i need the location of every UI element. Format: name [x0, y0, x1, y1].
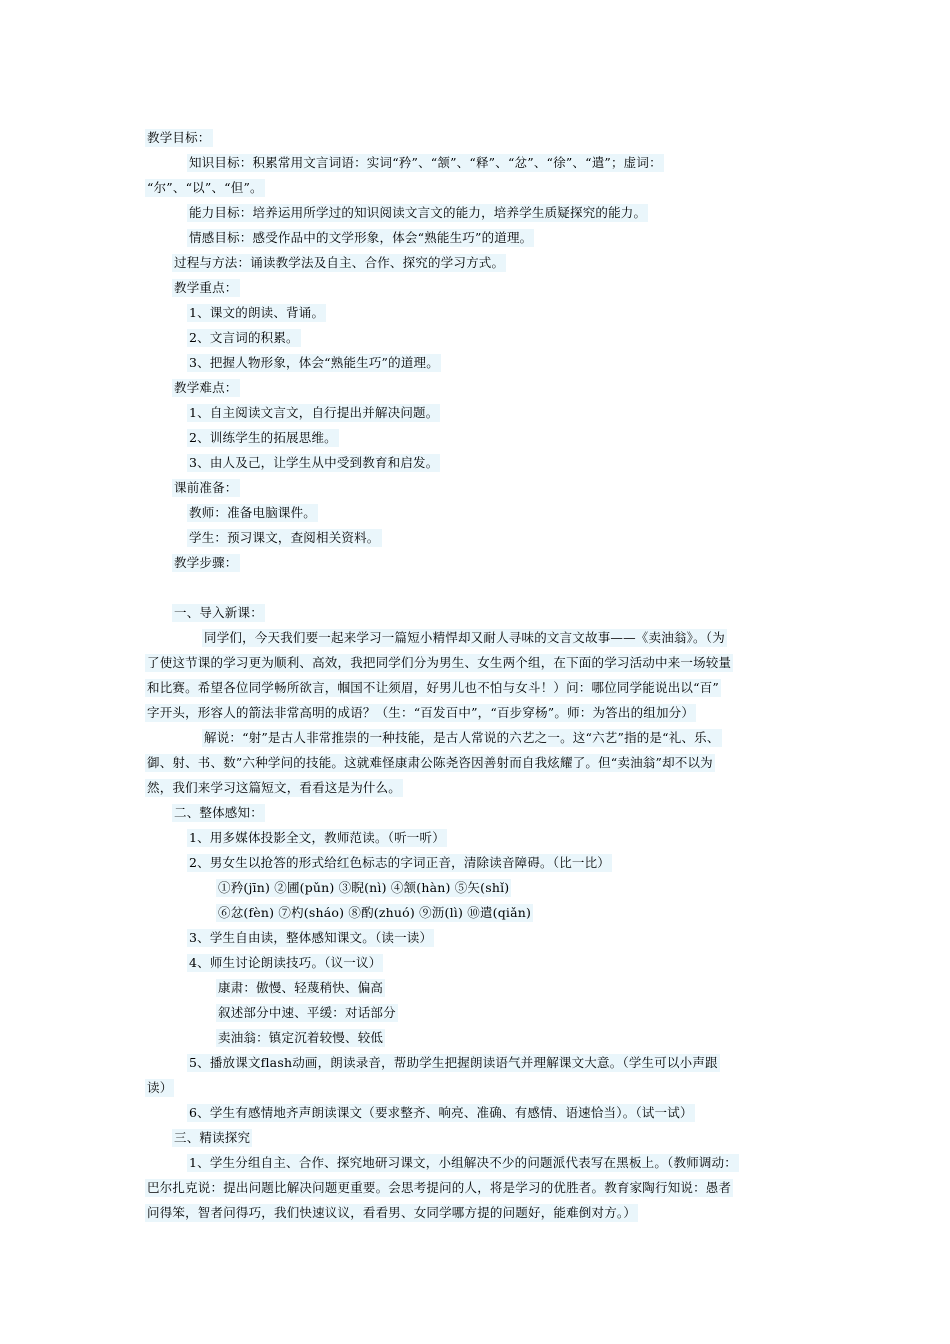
line-text: 卖油翁：镇定沉着较慢、较低: [218, 1030, 384, 1045]
paragraph-line: [145, 1075, 174, 1100]
line-text: 知识目标：积累常用文言词语：实词“矜”、“颔”、“释”、“忿”、“徐”、“遣”；虚词：: [189, 155, 662, 170]
line-text: 教学步骤：: [174, 555, 238, 570]
paragraph-line: [187, 225, 534, 250]
line-text: 了使这节课的学习更为顺利、高效，我把同学们分为男生、女生两个组，在下面的学习活动中来一场较量: [147, 655, 732, 670]
paragraph-line: [145, 1200, 638, 1225]
section-heading: [172, 375, 240, 400]
line-text: ⑥忿(fèn) ⑦杓(sháo) ⑧酌(zhuó) ⑨沥(lì) ⑩遣(qiǎn): [218, 905, 532, 920]
line-text: 3、学生自由读，整体感知课文。（读一读）: [189, 930, 433, 945]
line-text: 3、由人及己，让学生从中受到教育和启发。: [189, 455, 439, 470]
paragraph-line: [145, 700, 696, 725]
line-text: 情感目标：感受作品中的文学形象，体会“熟能生巧”的道理。: [189, 230, 533, 245]
list-subitem: [216, 1025, 385, 1050]
section-heading: [172, 600, 265, 625]
line-text: 教学难点：: [174, 380, 238, 395]
section-heading: [145, 125, 213, 150]
line-text: 解说：“射”是古人非常推崇的一种技能，是古人常说的六艺之一。这“六艺”指的是“礼、乐、: [204, 730, 720, 745]
list-item: [187, 1100, 695, 1125]
list-item: [187, 925, 434, 950]
line-text: 御、射、书、数”六种学问的技能。这就难怪康肃公陈尧咨因善射而自我炫耀了。但“卖油翁”却不以为: [147, 755, 713, 770]
line-text: 教师：准备电脑课件。: [189, 505, 317, 520]
line-text: ①矜(jīn) ②圃(pǔn) ③睨(nì) ④颔(hàn) ⑤矢(shǐ): [218, 880, 510, 895]
paragraph-line: [172, 250, 506, 275]
line-text: 1、自主阅读文言文，自行提出并解决问题。: [189, 405, 439, 420]
list-item: [187, 325, 301, 350]
paragraph-line: [145, 1175, 733, 1200]
line-text: 教学重点：: [174, 280, 238, 295]
paragraph-line: [145, 650, 733, 675]
list-item: [187, 425, 339, 450]
paragraph-line: [145, 775, 403, 800]
paragraph-line: [187, 150, 664, 175]
line-text: 2、训练学生的拓展思维。: [189, 430, 337, 445]
list-item: [187, 825, 447, 850]
list-item: [187, 850, 612, 875]
line-text: 1、课文的朗读、背诵。: [189, 305, 325, 320]
list-item: [187, 525, 382, 550]
section-heading: [172, 1125, 252, 1150]
line-text: 巴尔扎克说：提出问题比解决问题更重要。会思考提问的人，将是学习的优胜者。教育家陶行知说：愚者: [147, 1180, 732, 1195]
list-item: [187, 350, 441, 375]
pinyin-line: [216, 875, 511, 900]
line-text: 教学目标：: [147, 130, 211, 145]
line-text: 然，我们来学习这篇短文，看看这是为什么。: [147, 780, 402, 795]
list-item: [187, 500, 318, 525]
line-text: “尔”、“以”、“但”。: [147, 180, 263, 195]
pinyin-line: [216, 900, 533, 925]
line-text: 6、学生有感情地齐声朗读课文（要求整齐、响亮、准确、有感情、语速恰当）。（试一试）: [189, 1105, 693, 1120]
line-text: 1、学生分组自主、合作、探究地研习课文，小组解决不少的问题派代表写在黑板上。（教师调动：: [189, 1155, 738, 1170]
list-item: [187, 400, 440, 425]
line-text: 和比赛。希望各位同学畅所欲言，帼国不让须眉，好男儿也不怕与女斗！）问：哪位同学能说出以“百”: [147, 680, 719, 695]
paragraph-line: [202, 625, 727, 650]
line-text: 学生：预习课文，查阅相关资料。: [189, 530, 380, 545]
line-text: 1、用多媒体投影全文，教师范读。（听一听）: [189, 830, 445, 845]
line-text: 2、男女生以抢答的形式给红色标志的字词正音，清除读音障碍。（比一比）: [189, 855, 611, 870]
line-text: 5、播放课文flash动画，朗读录音，帮助学生把握朗读语气并理解课文大意。（学生可以小声跟: [189, 1055, 718, 1070]
paragraph-line: [145, 675, 721, 700]
paragraph-line: [187, 200, 648, 225]
section-heading: [172, 275, 240, 300]
line-text: 2、文言词的积累。: [189, 330, 299, 345]
line-text: 能力目标：培养运用所学过的知识阅读文言文的能力，培养学生质疑探究的能力。: [189, 205, 647, 220]
list-subitem: [216, 975, 385, 1000]
list-subitem: [216, 1000, 398, 1025]
line-text: 三、精读探究: [174, 1130, 251, 1145]
line-text: 康肃：傲慢、轻蔑稍快、偏高: [218, 980, 384, 995]
list-item: [187, 1050, 720, 1075]
line-text: 字开头，形容人的箭法非常高明的成语？（生：“百发百中”，“百步穿杨”。师：为答出的组加分）: [147, 705, 695, 720]
paragraph-line: [145, 750, 715, 775]
line-text: 过程与方法：诵读教学法及自主、合作、探究的学习方式。: [174, 255, 505, 270]
line-text: 一、导入新课：: [174, 605, 263, 620]
line-text: 4、师生讨论朗读技巧。（议一议）: [189, 955, 382, 970]
line-text: 问得笨，智者问得巧，我们快速议议，看看男、女同学哪方提的问题好，能难倒对方。）: [147, 1205, 637, 1220]
section-heading: [172, 550, 240, 575]
section-heading: [172, 475, 240, 500]
list-item: [187, 300, 326, 325]
line-text: 二、整体感知：: [174, 805, 263, 820]
line-text: 3、把握人物形象，体会“熟能生巧”的道理。: [189, 355, 439, 370]
line-text: 同学们，今天我们要一起来学习一篇短小精悍却又耐人寻味的文言文故事——《卖油翁》。（为: [204, 630, 725, 645]
list-item: [187, 950, 383, 975]
line-text: 叙述部分中速、平缓：对话部分: [218, 1005, 396, 1020]
paragraph-line: [202, 725, 722, 750]
line-text: 读）: [147, 1080, 173, 1095]
line-text: 课前准备：: [174, 480, 238, 495]
paragraph-line: [145, 175, 265, 200]
list-item: [187, 450, 440, 475]
section-heading: [172, 800, 265, 825]
paragraph-line: [187, 1150, 739, 1175]
